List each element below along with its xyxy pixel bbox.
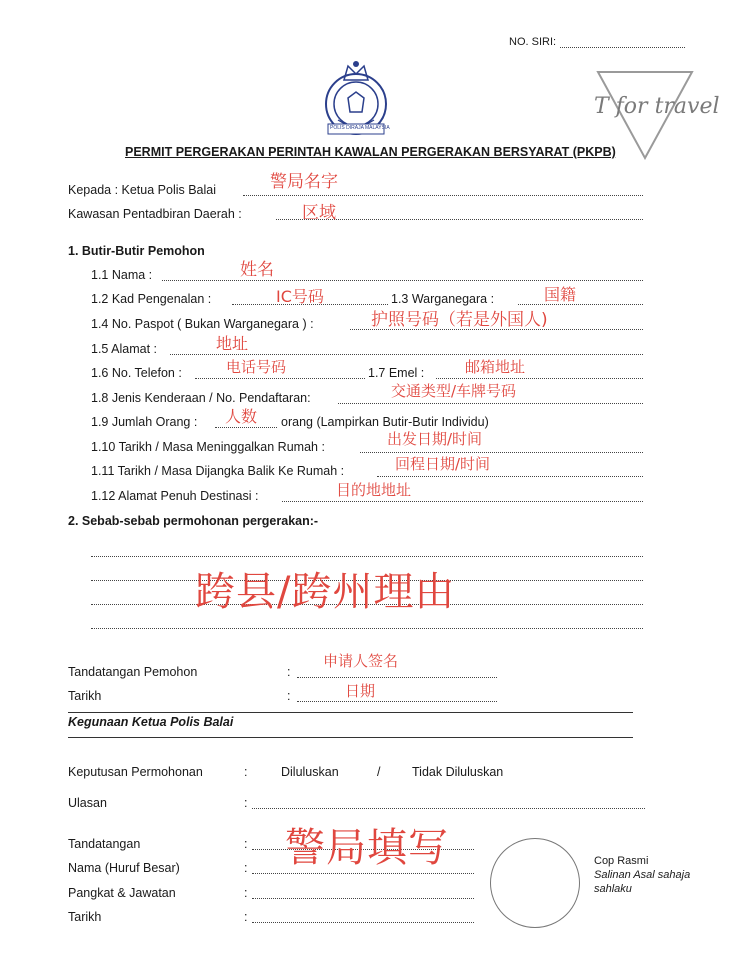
colon: : — [244, 861, 248, 875]
emel-label: 1.7 Emel : — [368, 366, 425, 380]
stamp-label-1: Cop Rasmi — [594, 855, 649, 867]
applicant-date-field[interactable] — [297, 701, 497, 702]
police-logo — [318, 58, 394, 143]
applicant-signature-field[interactable] — [297, 677, 497, 678]
colon: : — [287, 665, 291, 679]
nama-label: 1.1 Nama : — [91, 268, 153, 282]
kad-label: 1.2 Kad Pengenalan : — [91, 292, 212, 306]
keputusan-label: Keputusan Permohonan — [68, 765, 203, 779]
pangkat-label: Pangkat & Jawatan — [68, 886, 176, 900]
annotation-people: 人数 — [225, 407, 258, 426]
annotation-address: 地址 — [216, 334, 249, 353]
divider — [68, 712, 633, 713]
annotation-reason: 跨县/跨州理由 — [195, 569, 456, 615]
section1-heading: 1. Butir-Butir Pemohon — [68, 244, 205, 258]
tarikh-balik-label: 1.11 Tarikh / Masa Dijangka Balik Ke Rumah : — [91, 464, 345, 478]
kenderaan-field[interactable] — [338, 403, 643, 404]
serial-number-field[interactable] — [560, 47, 685, 48]
kenderaan-label: 1.8 Jenis Kenderaan / No. Pendaftaran: — [91, 391, 311, 405]
colon: : — [244, 910, 248, 924]
section2-heading: 2. Sebab-sebab permohonan pergerakan:- — [68, 514, 319, 528]
divider — [68, 737, 633, 738]
office-use-heading: Kegunaan Ketua Polis Balai — [68, 715, 234, 729]
annotation-nationality: 国籍 — [544, 285, 577, 304]
emel-field[interactable] — [436, 378, 643, 379]
applicant-date-label: Tarikh — [68, 689, 102, 703]
destinasi-field[interactable] — [282, 501, 643, 502]
pangkat-field[interactable] — [252, 898, 474, 899]
serial-number-label: NO. SIRI: — [509, 36, 557, 48]
ulasan-field[interactable] — [252, 808, 645, 809]
annotation-ic: IC号码 — [276, 287, 324, 306]
option-separator: / — [377, 765, 381, 779]
alamat-label: 1.5 Alamat : — [91, 342, 158, 356]
annotation-area: 区域 — [302, 203, 336, 223]
reason-line-1[interactable] — [91, 556, 643, 557]
annotation-email: 邮箱地址 — [465, 358, 526, 376]
annotation-phone: 电话号码 — [226, 358, 287, 376]
kepada-field[interactable] — [243, 195, 643, 196]
stamp-label-2: Salinan Asal sahaja — [594, 869, 691, 881]
colon: : — [244, 886, 248, 900]
tarikh-balik-field[interactable] — [377, 476, 643, 477]
office-name-field[interactable] — [252, 873, 474, 874]
watermark-text: T for travel — [594, 94, 720, 119]
jumlah-suffix: orang (Lampirkan Butir-Butir Individu) — [281, 415, 489, 429]
colon: : — [244, 796, 248, 810]
telefon-label: 1.6 No. Telefon : — [91, 366, 182, 380]
paspot-label: 1.4 No. Paspot ( Bukan Warganegara ) : — [91, 317, 314, 331]
annotation-signature: 申请人签名 — [323, 652, 399, 670]
colon: : — [287, 689, 291, 703]
colon: : — [244, 765, 248, 779]
annotation-name: 姓名 — [240, 260, 274, 280]
nama-field[interactable] — [162, 280, 643, 281]
destinasi-label: 1.12 Alamat Penuh Destinasi : — [91, 489, 259, 503]
annotation-police-name: 警局名字 — [270, 172, 338, 192]
alamat-field[interactable] — [170, 354, 643, 355]
warganegara-label: 1.3 Warganegara : — [391, 292, 495, 306]
approved-option[interactable]: Diluluskan — [281, 765, 339, 779]
annotation-depart: 出发日期/时间 — [387, 430, 483, 448]
kepada-label: Kepada : Ketua Polis Balai — [68, 183, 217, 197]
office-date-field[interactable] — [252, 922, 474, 923]
annotation-date: 日期 — [345, 682, 376, 700]
rejected-option[interactable]: Tidak Diluluskan — [412, 765, 504, 779]
jumlah-field[interactable] — [215, 427, 277, 428]
annotation-return: 回程日期/时间 — [395, 455, 491, 473]
annotation-passport: 护照号码（若是外国人) — [371, 310, 548, 330]
ulasan-label: Ulasan — [68, 796, 107, 810]
annotation-vehicle: 交通类型/车牌号码 — [391, 382, 517, 400]
stamp-label-3: sahlaku — [594, 883, 632, 895]
annotation-destination: 目的地地址 — [336, 481, 412, 499]
annotation-police-fill: 警局填写 — [285, 825, 449, 871]
official-stamp-area — [490, 838, 580, 928]
office-date-label: Tarikh — [68, 910, 102, 924]
tarikh-tinggal-label: 1.10 Tarikh / Masa Meninggalkan Rumah : — [91, 440, 325, 454]
kawasan-label: Kawasan Pentadbiran Daerah : — [68, 207, 242, 221]
applicant-signature-label: Tandatangan Pemohon — [68, 665, 198, 679]
office-signature-label: Tandatangan — [68, 837, 141, 851]
page-title: PERMIT PERGERAKAN PERINTAH KAWALAN PERGERAKAN BERSYARAT (PKPB) — [125, 145, 616, 159]
logo-banner-text: POLIS DIRAJA MALAYSIA — [330, 125, 390, 131]
telefon-field[interactable] — [195, 378, 365, 379]
colon: : — [244, 837, 248, 851]
office-name-label: Nama (Huruf Besar) — [68, 861, 180, 875]
jumlah-label: 1.9 Jumlah Orang : — [91, 415, 198, 429]
reason-line-4[interactable] — [91, 628, 643, 629]
